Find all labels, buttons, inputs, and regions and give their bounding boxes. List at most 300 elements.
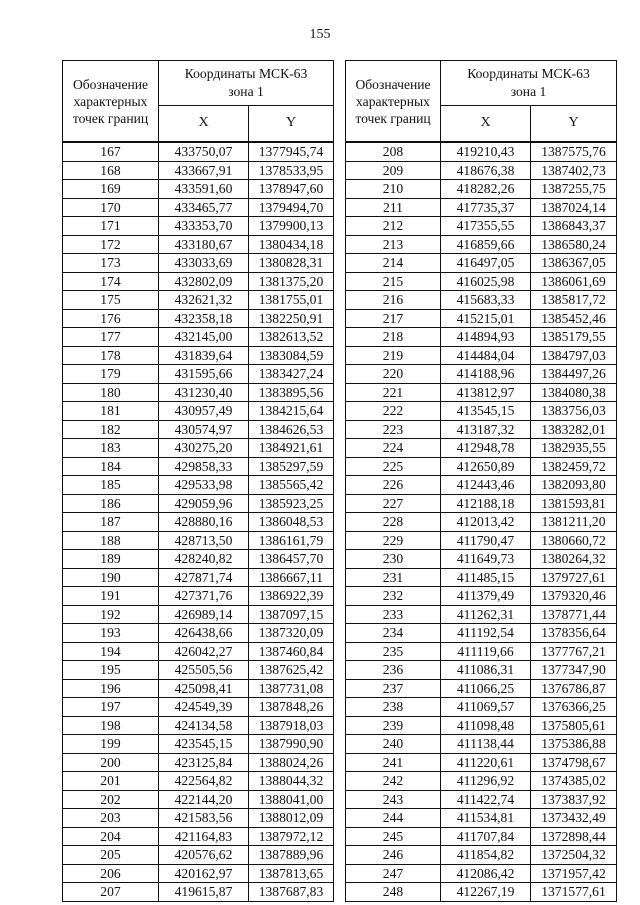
designation-header (346, 61, 441, 143)
x-coordinate-cell: 433180,67 (159, 235, 249, 254)
x-coordinate-cell: 416497,05 (441, 254, 531, 273)
x-coordinate-cell: 414484,04 (441, 346, 531, 365)
point-number-cell: 192 (63, 605, 159, 624)
y-coordinate-cell: 1387255,75 (531, 180, 617, 199)
coordinate-system-line: Координаты МСК-63 (184, 65, 308, 81)
point-number-cell: 246 (346, 846, 441, 865)
y-coordinate-cell: 1379320,46 (531, 587, 617, 606)
table-row (63, 217, 334, 236)
table-row (346, 476, 617, 495)
point-number-cell: 179 (63, 365, 159, 384)
x-coordinate-cell: 433750,07 (159, 142, 249, 161)
x-coordinate-cell: 433591,60 (159, 180, 249, 199)
x-coordinate-cell: 431230,40 (159, 383, 249, 402)
x-coordinate-cell: 411220,61 (441, 753, 531, 772)
point-number-cell: 242 (346, 772, 441, 791)
point-number-cell: 167 (63, 142, 159, 161)
table-row (63, 661, 334, 680)
table-row (346, 402, 617, 421)
x-coordinate-cell: 420162,97 (159, 864, 249, 883)
x-coordinate-cell: 428240,82 (159, 550, 249, 569)
point-number-cell: 224 (346, 439, 441, 458)
y-coordinate-cell: 1387687,83 (249, 883, 334, 902)
table-row (346, 716, 617, 735)
point-number-cell: 208 (346, 142, 441, 161)
x-coordinate-cell: 426989,14 (159, 605, 249, 624)
point-number-cell: 239 (346, 716, 441, 735)
y-coordinate-cell: 1387097,15 (249, 605, 334, 624)
table-row (346, 531, 617, 550)
x-coordinate-cell: 412188,18 (441, 494, 531, 513)
point-number-cell: 232 (346, 587, 441, 606)
x-coordinate-cell: 433353,70 (159, 217, 249, 236)
point-number-cell: 189 (63, 550, 159, 569)
table-row (346, 679, 617, 698)
table-row (346, 883, 617, 902)
x-coordinate-cell: 424549,39 (159, 698, 249, 717)
table-row (346, 420, 617, 439)
x-coordinate-cell: 427371,76 (159, 587, 249, 606)
table-row (63, 494, 334, 513)
x-coordinate-cell: 423125,84 (159, 753, 249, 772)
x-coordinate-cell: 427871,74 (159, 568, 249, 587)
x-coordinate-cell: 411296,92 (441, 772, 531, 791)
table-body (346, 142, 617, 901)
table-row (346, 735, 617, 754)
x-coordinate-cell: 411379,49 (441, 587, 531, 606)
point-number-cell: 218 (346, 328, 441, 347)
y-coordinate-cell: 1379900,13 (249, 217, 334, 236)
x-coordinate-cell: 432621,32 (159, 291, 249, 310)
y-column-header: Y (531, 105, 617, 142)
x-coordinate-cell: 430957,49 (159, 402, 249, 421)
y-coordinate-cell: 1386580,24 (531, 235, 617, 254)
table-header (63, 61, 334, 143)
x-coordinate-cell: 420576,62 (159, 846, 249, 865)
y-coordinate-cell: 1385923,25 (249, 494, 334, 513)
y-coordinate-cell: 1386457,70 (249, 550, 334, 569)
table-row (346, 753, 617, 772)
table-row (63, 254, 334, 273)
table-row (346, 198, 617, 217)
x-coordinate-cell: 416859,66 (441, 235, 531, 254)
point-number-cell: 178 (63, 346, 159, 365)
table-row (346, 568, 617, 587)
table-row (346, 587, 617, 606)
y-coordinate-cell: 1381593,81 (531, 494, 617, 513)
x-coordinate-cell: 413812,97 (441, 383, 531, 402)
x-coordinate-cell: 428713,50 (159, 531, 249, 550)
x-coordinate-cell: 417735,37 (441, 198, 531, 217)
table-row (63, 402, 334, 421)
point-number-cell: 168 (63, 161, 159, 180)
table-row (63, 679, 334, 698)
table-row (346, 328, 617, 347)
point-number-cell: 174 (63, 272, 159, 291)
table-row (63, 568, 334, 587)
table-row (63, 827, 334, 846)
point-number-cell: 225 (346, 457, 441, 476)
point-number-cell: 202 (63, 790, 159, 809)
table-row (346, 161, 617, 180)
point-number-cell: 223 (346, 420, 441, 439)
x-coordinate-cell: 412086,42 (441, 864, 531, 883)
y-coordinate-cell: 1387575,76 (531, 142, 617, 161)
y-coordinate-cell: 1383895,56 (249, 383, 334, 402)
point-number-cell: 170 (63, 198, 159, 217)
x-coordinate-cell: 416025,98 (441, 272, 531, 291)
y-coordinate-cell: 1387402,73 (531, 161, 617, 180)
y-coordinate-cell: 1385452,46 (531, 309, 617, 328)
x-coordinate-cell: 430574,97 (159, 420, 249, 439)
x-column-header: X (441, 105, 531, 142)
x-coordinate-cell: 411262,31 (441, 605, 531, 624)
y-coordinate-cell: 1386061,69 (531, 272, 617, 291)
point-number-cell: 219 (346, 346, 441, 365)
point-number-cell: 169 (63, 180, 159, 199)
table-row (63, 624, 334, 643)
y-coordinate-cell: 1387848,26 (249, 698, 334, 717)
x-coordinate-cell: 411485,15 (441, 568, 531, 587)
coordinate-system-header (441, 61, 617, 106)
point-number-cell: 241 (346, 753, 441, 772)
table-row (63, 328, 334, 347)
y-coordinate-cell: 1380264,32 (531, 550, 617, 569)
x-coordinate-cell: 425505,56 (159, 661, 249, 680)
x-coordinate-cell: 429059,96 (159, 494, 249, 513)
x-coordinate-cell: 421583,56 (159, 809, 249, 828)
y-coordinate-cell: 1381375,20 (249, 272, 334, 291)
point-number-cell: 228 (346, 513, 441, 532)
point-number-cell: 210 (346, 180, 441, 199)
table-row (346, 846, 617, 865)
y-coordinate-cell: 1384797,03 (531, 346, 617, 365)
y-coordinate-cell: 1373837,92 (531, 790, 617, 809)
table-row (346, 624, 617, 643)
x-coordinate-cell: 422564,82 (159, 772, 249, 791)
x-coordinate-cell: 426042,27 (159, 642, 249, 661)
point-number-cell: 171 (63, 217, 159, 236)
x-coordinate-cell: 430275,20 (159, 439, 249, 458)
y-coordinate-cell: 1375805,61 (531, 716, 617, 735)
y-coordinate-cell: 1388012,09 (249, 809, 334, 828)
point-number-cell: 175 (63, 291, 159, 310)
table-row (63, 735, 334, 754)
y-coordinate-cell: 1387024,14 (531, 198, 617, 217)
table-row (346, 272, 617, 291)
point-number-cell: 211 (346, 198, 441, 217)
x-coordinate-cell: 411649,73 (441, 550, 531, 569)
table-row (346, 180, 617, 199)
table-row (346, 346, 617, 365)
point-number-cell: 190 (63, 568, 159, 587)
x-coordinate-cell: 423545,15 (159, 735, 249, 754)
table-row (63, 605, 334, 624)
y-coordinate-cell: 1383282,01 (531, 420, 617, 439)
point-number-cell: 214 (346, 254, 441, 273)
point-number-cell: 247 (346, 864, 441, 883)
y-coordinate-cell: 1385565,42 (249, 476, 334, 495)
x-coordinate-cell: 411422,74 (441, 790, 531, 809)
coordinate-system-line: Координаты МСК-63 (467, 65, 590, 81)
table-row (346, 642, 617, 661)
point-number-cell: 173 (63, 254, 159, 273)
x-coordinate-cell: 413187,32 (441, 420, 531, 439)
point-number-cell: 187 (63, 513, 159, 532)
table-row (346, 494, 617, 513)
point-number-cell: 212 (346, 217, 441, 236)
y-coordinate-cell: 1372504,32 (531, 846, 617, 865)
point-number-cell: 237 (346, 679, 441, 698)
point-number-cell: 229 (346, 531, 441, 550)
x-coordinate-cell: 411790,47 (441, 531, 531, 550)
designation-header (63, 61, 159, 143)
x-coordinate-cell: 425098,41 (159, 679, 249, 698)
y-coordinate-cell: 1377347,90 (531, 661, 617, 680)
y-coordinate-cell: 1386922,39 (249, 587, 334, 606)
x-coordinate-cell: 433033,69 (159, 254, 249, 273)
table-row (63, 180, 334, 199)
y-coordinate-cell: 1373432,49 (531, 809, 617, 828)
point-number-cell: 213 (346, 235, 441, 254)
table-row (63, 309, 334, 328)
point-number-cell: 221 (346, 383, 441, 402)
y-coordinate-cell: 1384626,53 (249, 420, 334, 439)
point-number-cell: 195 (63, 661, 159, 680)
point-number-cell: 248 (346, 883, 441, 902)
x-coordinate-cell: 418282,26 (441, 180, 531, 199)
x-coordinate-cell: 433465,77 (159, 198, 249, 217)
x-coordinate-cell: 411098,48 (441, 716, 531, 735)
point-number-cell: 227 (346, 494, 441, 513)
designation-header-line: характерных (73, 93, 148, 109)
table-row (63, 235, 334, 254)
y-coordinate-cell: 1386048,53 (249, 513, 334, 532)
x-coordinate-cell: 412267,19 (441, 883, 531, 902)
table-row (63, 142, 334, 161)
point-number-cell: 183 (63, 439, 159, 458)
x-coordinate-cell: 431839,64 (159, 346, 249, 365)
point-number-cell: 209 (346, 161, 441, 180)
point-number-cell: 207 (63, 883, 159, 902)
table-row (63, 476, 334, 495)
y-coordinate-cell: 1387889,96 (249, 846, 334, 865)
point-number-cell: 205 (63, 846, 159, 865)
point-number-cell: 181 (63, 402, 159, 421)
y-coordinate-cell: 1387320,09 (249, 624, 334, 643)
table-row (63, 790, 334, 809)
table-row (63, 383, 334, 402)
table-row (346, 291, 617, 310)
coordinates-table-right (345, 60, 617, 902)
table-row (346, 309, 617, 328)
point-number-cell: 188 (63, 531, 159, 550)
designation-header-line: точек границ (355, 110, 431, 126)
table-row (346, 772, 617, 791)
point-number-cell: 176 (63, 309, 159, 328)
table-row (63, 846, 334, 865)
point-number-cell: 197 (63, 698, 159, 717)
x-coordinate-cell: 413545,15 (441, 402, 531, 421)
table-row (346, 661, 617, 680)
y-coordinate-cell: 1375386,88 (531, 735, 617, 754)
y-coordinate-cell: 1371577,61 (531, 883, 617, 902)
y-coordinate-cell: 1379494,70 (249, 198, 334, 217)
table-row (346, 254, 617, 273)
table-row (63, 420, 334, 439)
table-row (63, 457, 334, 476)
coordinate-system-header (159, 61, 334, 106)
table-row (63, 513, 334, 532)
table-row (346, 383, 617, 402)
y-coordinate-cell: 1383756,03 (531, 402, 617, 421)
x-coordinate-cell: 414894,93 (441, 328, 531, 347)
point-number-cell: 226 (346, 476, 441, 495)
y-coordinate-cell: 1384080,38 (531, 383, 617, 402)
coordinate-system-line: зона 1 (228, 83, 264, 99)
x-coordinate-cell: 421164,83 (159, 827, 249, 846)
y-coordinate-cell: 1387731,08 (249, 679, 334, 698)
x-coordinate-cell: 411138,44 (441, 735, 531, 754)
table-row (63, 772, 334, 791)
y-coordinate-cell: 1381211,20 (531, 513, 617, 532)
y-coordinate-cell: 1385179,55 (531, 328, 617, 347)
y-coordinate-cell: 1382250,91 (249, 309, 334, 328)
y-coordinate-cell: 1378947,60 (249, 180, 334, 199)
point-number-cell: 177 (63, 328, 159, 347)
y-coordinate-cell: 1384215,64 (249, 402, 334, 421)
point-number-cell: 206 (63, 864, 159, 883)
x-column-header: X (159, 105, 249, 142)
x-coordinate-cell: 414188,96 (441, 365, 531, 384)
point-number-cell: 203 (63, 809, 159, 828)
x-coordinate-cell: 419210,43 (441, 142, 531, 161)
table-row (63, 587, 334, 606)
x-coordinate-cell: 426438,66 (159, 624, 249, 643)
table-row (346, 217, 617, 236)
y-coordinate-cell: 1382613,52 (249, 328, 334, 347)
x-coordinate-cell: 429858,33 (159, 457, 249, 476)
point-number-cell: 230 (346, 550, 441, 569)
x-coordinate-cell: 431595,66 (159, 365, 249, 384)
x-coordinate-cell: 433667,91 (159, 161, 249, 180)
y-coordinate-cell: 1386667,11 (249, 568, 334, 587)
x-coordinate-cell: 411707,84 (441, 827, 531, 846)
table-row (346, 365, 617, 384)
y-coordinate-cell: 1384497,26 (531, 365, 617, 384)
table-row (346, 809, 617, 828)
y-coordinate-cell: 1378533,95 (249, 161, 334, 180)
point-number-cell: 217 (346, 309, 441, 328)
y-coordinate-cell: 1382093,80 (531, 476, 617, 495)
table-row (63, 439, 334, 458)
table-row (346, 864, 617, 883)
table-row (63, 642, 334, 661)
point-number-cell: 198 (63, 716, 159, 735)
y-coordinate-cell: 1377945,74 (249, 142, 334, 161)
point-number-cell: 240 (346, 735, 441, 754)
designation-header-line: Обозначение (355, 76, 431, 92)
y-coordinate-cell: 1378771,44 (531, 605, 617, 624)
y-coordinate-cell: 1387625,42 (249, 661, 334, 680)
table-row (346, 439, 617, 458)
y-coordinate-cell: 1376786,87 (531, 679, 617, 698)
table-row (63, 346, 334, 365)
point-number-cell: 236 (346, 661, 441, 680)
x-coordinate-cell: 411854,82 (441, 846, 531, 865)
point-number-cell: 220 (346, 365, 441, 384)
table-row (346, 698, 617, 717)
point-number-cell: 201 (63, 772, 159, 791)
table-row (63, 365, 334, 384)
table-row (346, 457, 617, 476)
designation-header-line: точек границ (72, 110, 149, 126)
y-coordinate-cell: 1387813,65 (249, 864, 334, 883)
x-coordinate-cell: 415215,01 (441, 309, 531, 328)
y-coordinate-cell: 1377767,21 (531, 642, 617, 661)
table-row (346, 235, 617, 254)
table-row (346, 790, 617, 809)
point-number-cell: 244 (346, 809, 441, 828)
table-row (346, 513, 617, 532)
y-coordinate-cell: 1376366,25 (531, 698, 617, 717)
table-row (63, 531, 334, 550)
table-row (63, 883, 334, 902)
y-coordinate-cell: 1374385,02 (531, 772, 617, 791)
table-row (346, 550, 617, 569)
point-number-cell: 231 (346, 568, 441, 587)
coordinates-table-left (62, 60, 334, 902)
x-coordinate-cell: 429533,98 (159, 476, 249, 495)
table-row (63, 550, 334, 569)
y-coordinate-cell: 1379727,61 (531, 568, 617, 587)
point-number-cell: 194 (63, 642, 159, 661)
y-coordinate-cell: 1385297,59 (249, 457, 334, 476)
point-number-cell: 234 (346, 624, 441, 643)
x-coordinate-cell: 411066,25 (441, 679, 531, 698)
x-coordinate-cell: 412948,78 (441, 439, 531, 458)
x-coordinate-cell: 411069,57 (441, 698, 531, 717)
point-number-cell: 238 (346, 698, 441, 717)
point-number-cell: 216 (346, 291, 441, 310)
x-coordinate-cell: 432145,00 (159, 328, 249, 347)
x-coordinate-cell: 432358,18 (159, 309, 249, 328)
table-row (346, 827, 617, 846)
x-coordinate-cell: 422144,20 (159, 790, 249, 809)
x-coordinate-cell: 411086,31 (441, 661, 531, 680)
y-coordinate-cell: 1378356,64 (531, 624, 617, 643)
point-number-cell: 182 (63, 420, 159, 439)
y-coordinate-cell: 1380828,31 (249, 254, 334, 273)
point-number-cell: 184 (63, 457, 159, 476)
x-coordinate-cell: 424134,58 (159, 716, 249, 735)
table-body (63, 142, 334, 901)
y-coordinate-cell: 1383084,59 (249, 346, 334, 365)
y-coordinate-cell: 1387990,90 (249, 735, 334, 754)
y-coordinate-cell: 1388024,26 (249, 753, 334, 772)
y-coordinate-cell: 1382459,72 (531, 457, 617, 476)
y-coordinate-cell: 1388041,00 (249, 790, 334, 809)
point-number-cell: 199 (63, 735, 159, 754)
point-number-cell: 204 (63, 827, 159, 846)
y-coordinate-cell: 1387918,03 (249, 716, 334, 735)
y-coordinate-cell: 1380660,72 (531, 531, 617, 550)
designation-header-line: характерных (356, 93, 430, 109)
table-row (63, 753, 334, 772)
x-coordinate-cell: 428880,16 (159, 513, 249, 532)
x-coordinate-cell: 412443,46 (441, 476, 531, 495)
x-coordinate-cell: 432802,09 (159, 272, 249, 291)
